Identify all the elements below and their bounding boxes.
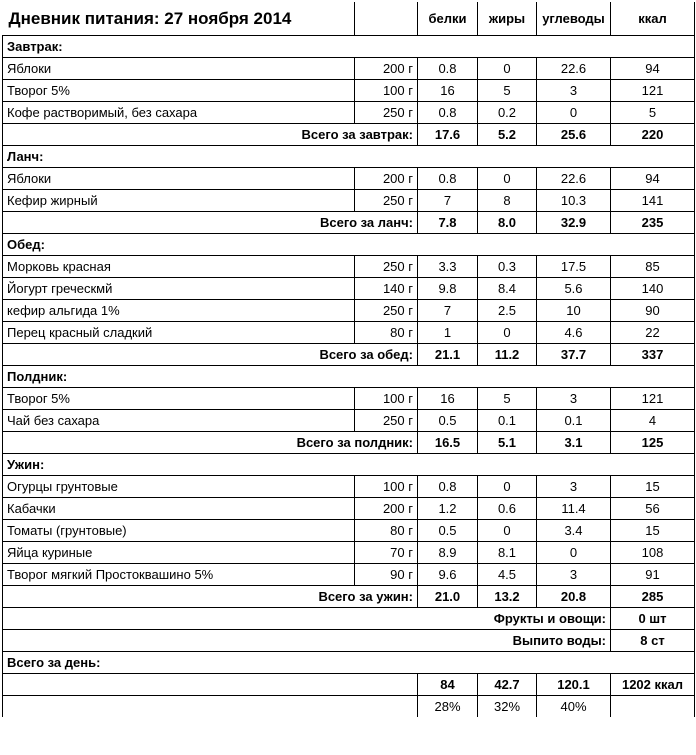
meal-total-carbs: 37.7 [537, 344, 611, 366]
food-kcal: 85 [611, 256, 695, 278]
summary-row [3, 608, 695, 630]
food-kcal: 22 [611, 322, 695, 344]
food-protein: 3.3 [418, 256, 478, 278]
food-quantity: 250 г [355, 256, 418, 278]
food-item-row [3, 520, 695, 542]
food-kcal: 140 [611, 278, 695, 300]
food-fat: 0.6 [478, 498, 537, 520]
food-item-row [3, 168, 695, 190]
food-protein: 0.8 [418, 102, 478, 124]
food-item-row [3, 542, 695, 564]
food-name: Огурцы грунтовые [3, 476, 355, 498]
food-protein: 7 [418, 190, 478, 212]
food-carbs: 22.6 [537, 58, 611, 80]
meal-total-label: Всего за ланч: [3, 212, 418, 234]
meal-total-kcal: 235 [611, 212, 695, 234]
food-item-row [3, 564, 695, 586]
food-fat: 0 [478, 322, 537, 344]
column-header-carbs: углеводы [537, 2, 611, 36]
food-fat: 0.3 [478, 256, 537, 278]
meal-total-kcal: 337 [611, 344, 695, 366]
food-carbs: 17.5 [537, 256, 611, 278]
food-kcal: 121 [611, 80, 695, 102]
food-kcal: 141 [611, 190, 695, 212]
meal-section-title: Завтрак: [3, 36, 695, 58]
food-carbs: 3 [537, 564, 611, 586]
food-fat: 8 [478, 190, 537, 212]
day-total-values-row [3, 674, 695, 696]
food-item-row [3, 256, 695, 278]
meal-section-row [3, 146, 695, 168]
food-item-row [3, 322, 695, 344]
food-kcal: 15 [611, 520, 695, 542]
meal-total-protein: 17.6 [418, 124, 478, 146]
food-name: Морковь красная [3, 256, 355, 278]
food-quantity: 80 г [355, 322, 418, 344]
header-spacer [355, 2, 418, 36]
food-quantity: 140 г [355, 278, 418, 300]
food-kcal: 5 [611, 102, 695, 124]
food-quantity: 80 г [355, 520, 418, 542]
day-total-spacer [3, 674, 418, 696]
meal-total-row [3, 432, 695, 454]
meal-total-carbs: 32.9 [537, 212, 611, 234]
food-name: Яблоки [3, 168, 355, 190]
day-total-fat: 42.7 [478, 674, 537, 696]
food-protein: 8.9 [418, 542, 478, 564]
food-quantity: 200 г [355, 498, 418, 520]
food-item-row [3, 498, 695, 520]
food-fat: 0 [478, 520, 537, 542]
food-name: Чай без сахара [3, 410, 355, 432]
summary-value: 0 шт [611, 608, 695, 630]
meal-total-kcal: 220 [611, 124, 695, 146]
food-quantity: 250 г [355, 300, 418, 322]
meal-total-label: Всего за обед: [3, 344, 418, 366]
food-item-row [3, 80, 695, 102]
food-quantity: 70 г [355, 542, 418, 564]
food-carbs: 0 [537, 542, 611, 564]
meal-total-label: Всего за полдник: [3, 432, 418, 454]
day-total-protein: 84 [418, 674, 478, 696]
food-carbs: 0.1 [537, 410, 611, 432]
day-percent-row [3, 696, 695, 718]
meal-total-label: Всего за завтрак: [3, 124, 418, 146]
food-quantity: 100 г [355, 388, 418, 410]
meal-total-row [3, 212, 695, 234]
food-name: Перец красный сладкий [3, 322, 355, 344]
food-name: Кабачки [3, 498, 355, 520]
day-percent-spacer [3, 696, 418, 718]
food-quantity: 250 г [355, 410, 418, 432]
food-quantity: 250 г [355, 102, 418, 124]
header-row [3, 2, 695, 36]
food-kcal: 56 [611, 498, 695, 520]
food-fat: 5 [478, 80, 537, 102]
food-protein: 7 [418, 300, 478, 322]
day-total-carbs: 120.1 [537, 674, 611, 696]
meal-section-title: Ланч: [3, 146, 695, 168]
food-item-row [3, 278, 695, 300]
food-carbs: 3.4 [537, 520, 611, 542]
food-quantity: 200 г [355, 58, 418, 80]
food-carbs: 3 [537, 80, 611, 102]
food-protein: 1.2 [418, 498, 478, 520]
meal-total-row [3, 344, 695, 366]
food-kcal: 90 [611, 300, 695, 322]
food-name: Творог 5% [3, 388, 355, 410]
meal-total-protein: 7.8 [418, 212, 478, 234]
food-name: Яблоки [3, 58, 355, 80]
food-fat: 0 [478, 476, 537, 498]
food-quantity: 250 г [355, 190, 418, 212]
meal-total-fat: 13.2 [478, 586, 537, 608]
food-kcal: 15 [611, 476, 695, 498]
food-name: Кофе растворимый, без сахара [3, 102, 355, 124]
meal-total-fat: 5.2 [478, 124, 537, 146]
food-item-row [3, 388, 695, 410]
meal-section-title: Полдник: [3, 366, 695, 388]
food-kcal: 94 [611, 168, 695, 190]
food-kcal: 4 [611, 410, 695, 432]
food-kcal: 121 [611, 388, 695, 410]
meal-section-row [3, 36, 695, 58]
food-item-row [3, 102, 695, 124]
food-protein: 0.8 [418, 476, 478, 498]
meal-total-fat: 11.2 [478, 344, 537, 366]
meal-total-label: Всего за ужин: [3, 586, 418, 608]
food-protein: 1 [418, 322, 478, 344]
food-name: Томаты (грунтовые) [3, 520, 355, 542]
food-quantity: 90 г [355, 564, 418, 586]
food-protein: 16 [418, 388, 478, 410]
food-carbs: 3 [537, 476, 611, 498]
food-item-row [3, 58, 695, 80]
food-fat: 5 [478, 388, 537, 410]
food-name: кефир альгида 1% [3, 300, 355, 322]
food-name: Кефир жирный [3, 190, 355, 212]
food-name: Йогурт греческмй [3, 278, 355, 300]
meal-section-row [3, 234, 695, 256]
food-carbs: 3 [537, 388, 611, 410]
day-total-section-row [3, 652, 695, 674]
day-percent-protein: 28% [418, 696, 478, 718]
meal-total-protein: 21.1 [418, 344, 478, 366]
day-percent-fat: 32% [478, 696, 537, 718]
food-carbs: 5.6 [537, 278, 611, 300]
food-protein: 9.6 [418, 564, 478, 586]
food-protein: 9.8 [418, 278, 478, 300]
food-fat: 0 [478, 58, 537, 80]
day-total-title: Всего за день: [3, 652, 695, 674]
meal-total-protein: 21.0 [418, 586, 478, 608]
meal-total-row [3, 586, 695, 608]
food-carbs: 11.4 [537, 498, 611, 520]
meal-section-title: Обед: [3, 234, 695, 256]
column-header-protein: белки [418, 2, 478, 36]
food-fat: 0 [478, 168, 537, 190]
food-protein: 0.8 [418, 168, 478, 190]
meal-total-kcal: 285 [611, 586, 695, 608]
food-protein: 0.5 [418, 520, 478, 542]
food-protein: 16 [418, 80, 478, 102]
summary-label: Выпито воды: [3, 630, 611, 652]
food-kcal: 94 [611, 58, 695, 80]
meal-section-row [3, 454, 695, 476]
summary-label: Фрукты и овощи: [3, 608, 611, 630]
food-quantity: 100 г [355, 476, 418, 498]
page-title: Дневник питания: 27 ноября 2014 [3, 2, 355, 36]
food-fat: 0.1 [478, 410, 537, 432]
food-carbs: 10 [537, 300, 611, 322]
food-protein: 0.8 [418, 58, 478, 80]
meal-total-fat: 5.1 [478, 432, 537, 454]
day-total-kcal: 1202 ккал [611, 674, 695, 696]
meal-total-carbs: 3.1 [537, 432, 611, 454]
food-item-row [3, 190, 695, 212]
meal-total-row [3, 124, 695, 146]
food-item-row [3, 476, 695, 498]
summary-value: 8 ст [611, 630, 695, 652]
meal-total-fat: 8.0 [478, 212, 537, 234]
food-carbs: 0 [537, 102, 611, 124]
column-header-kcal: ккал [611, 2, 695, 36]
summary-row [3, 630, 695, 652]
food-carbs: 22.6 [537, 168, 611, 190]
food-fat: 4.5 [478, 564, 537, 586]
food-item-row [3, 410, 695, 432]
food-quantity: 100 г [355, 80, 418, 102]
food-kcal: 108 [611, 542, 695, 564]
day-percent-carbs: 40% [537, 696, 611, 718]
meal-total-kcal: 125 [611, 432, 695, 454]
day-percent-blank [611, 696, 695, 718]
meal-section-row [3, 366, 695, 388]
food-fat: 8.1 [478, 542, 537, 564]
food-quantity: 200 г [355, 168, 418, 190]
food-protein: 0.5 [418, 410, 478, 432]
food-item-row [3, 300, 695, 322]
column-header-fat: жиры [478, 2, 537, 36]
food-diary-table [2, 2, 695, 717]
food-fat: 2.5 [478, 300, 537, 322]
food-fat: 0.2 [478, 102, 537, 124]
food-fat: 8.4 [478, 278, 537, 300]
meal-total-carbs: 25.6 [537, 124, 611, 146]
food-name: Яйца куриные [3, 542, 355, 564]
food-carbs: 10.3 [537, 190, 611, 212]
meal-section-title: Ужин: [3, 454, 695, 476]
food-kcal: 91 [611, 564, 695, 586]
food-name: Творог 5% [3, 80, 355, 102]
meal-total-carbs: 20.8 [537, 586, 611, 608]
food-carbs: 4.6 [537, 322, 611, 344]
meal-total-protein: 16.5 [418, 432, 478, 454]
food-name: Творог мягкий Простоквашино 5% [3, 564, 355, 586]
